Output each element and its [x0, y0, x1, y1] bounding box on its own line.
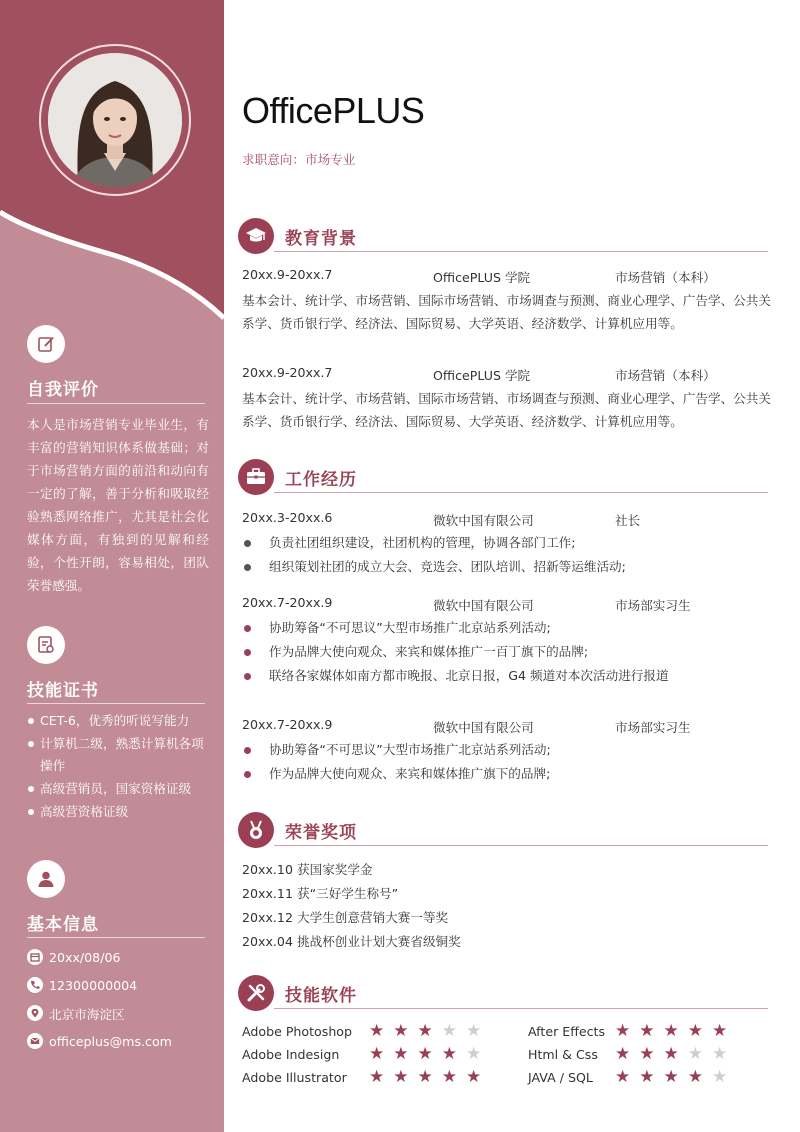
star-filled-icon: ★ [639, 1021, 655, 1041]
skill-row [528, 1020, 605, 1042]
user-icon [27, 860, 65, 898]
list-item [242, 882, 461, 906]
medal-icon [238, 812, 274, 848]
star-empty-icon: ★ [712, 1067, 728, 1087]
main-content [224, 0, 800, 1132]
list-item: 组织策划社团的成立大会、竞选会、团队培训、招新等运维活动; [242, 555, 772, 579]
rating-stars [369, 1020, 481, 1042]
role: 市场部实习生 [615, 720, 691, 735]
list-item: 协助筹备“不可思议”大型市场推广北京站系列活动; [242, 738, 772, 762]
skill-name: After Effects [528, 1023, 606, 1039]
calendar-icon [27, 949, 43, 965]
star-filled-icon: ★ [615, 1044, 631, 1064]
star-filled-icon: ★ [615, 1067, 631, 1087]
tools-icon [238, 975, 274, 1011]
basic-info-title: 基本信息 [27, 915, 99, 935]
star-filled-icon: ★ [663, 1044, 679, 1064]
major: 市场营销（本科） [615, 368, 716, 383]
divider [274, 251, 768, 252]
courses: 基本会计、统计学、市场营销、国际市场营销、市场调查与预测、商业心理学、广告学、公共关系学、货币银行学、经济法、国际贸易、大学英语、经济数学、计算机应用等。 [242, 391, 771, 429]
period: 20xx.7-20xx.9 [242, 717, 333, 732]
rating-stars [369, 1066, 481, 1088]
star-filled-icon: ★ [417, 1021, 433, 1041]
education-entry-header [242, 267, 772, 287]
avatar [48, 53, 182, 187]
star-filled-icon: ★ [441, 1044, 457, 1064]
divider [274, 1008, 768, 1009]
divider [274, 492, 768, 493]
email-text: officeplus@ms.com [49, 1033, 172, 1049]
rating-stars [615, 1043, 727, 1065]
star-filled-icon: ★ [639, 1044, 655, 1064]
star-filled-icon: ★ [393, 1067, 409, 1087]
list-item [242, 906, 461, 930]
basic-info-list [27, 943, 217, 1055]
birthday-text: 20xx/08/06 [49, 949, 121, 965]
address-text: 北京市海淀区 [49, 1006, 125, 1022]
list-item [242, 930, 461, 954]
star-empty-icon: ★ [466, 1021, 482, 1041]
awards-list [242, 858, 461, 954]
skill-name: Html & Css [528, 1046, 598, 1062]
star-filled-icon: ★ [687, 1067, 703, 1087]
role: 市场部实习生 [615, 598, 691, 613]
self-eval-text: 本人是市场营销专业毕业生，有丰富的营销知识体系做基础；对于市场营销方面的前沿和动向有一定的了解，善于分析和吸取经验熟悉网络推广，尤其是社会化媒体方面，有独到的见解和经验，个性开朗，容易相处，团队荣誉感强。 [27, 417, 209, 593]
star-filled-icon: ★ [417, 1044, 433, 1064]
rating-stars [615, 1020, 727, 1042]
certs-title: 技能证书 [27, 681, 99, 701]
divider [27, 703, 205, 704]
star-filled-icon: ★ [466, 1067, 482, 1087]
company: 微软中国有限公司 [433, 598, 534, 613]
award-year: 20xx.10 [242, 862, 293, 877]
award-year: 20xx.12 [242, 910, 293, 925]
location-icon [27, 1005, 43, 1021]
list-item: 联络各家媒体如南方都市晚报、北京日报，G4 频道对本次活动进行报道 [242, 664, 772, 688]
award-text: 大学生创意营销大赛一等奖 [297, 910, 449, 925]
star-filled-icon: ★ [369, 1067, 385, 1087]
phone-icon [27, 977, 43, 993]
courses: 基本会计、统计学、市场营销、国际市场营销、市场调查与预测、商业心理学、广告学、公共关系学、货币银行学、经济法、国际贸易、大学英语、经济数学、计算机应用等。 [242, 293, 771, 331]
role: 社长 [615, 513, 641, 528]
work-entry-header [242, 510, 772, 530]
list-item [242, 858, 461, 882]
edit-icon [27, 325, 65, 363]
star-empty-icon: ★ [466, 1044, 482, 1064]
graduation-cap-icon [238, 218, 274, 254]
education-header [238, 218, 768, 254]
work-header [238, 459, 768, 495]
certs-list [27, 710, 209, 824]
awards-header [238, 812, 768, 848]
list-item: 高级营资格证级 [27, 801, 209, 823]
skill-name: Adobe Photoshop [242, 1023, 353, 1039]
star-filled-icon: ★ [615, 1021, 631, 1041]
period: 20xx.9-20xx.7 [242, 365, 333, 380]
star-filled-icon: ★ [639, 1067, 655, 1087]
list-item: 计算机二级，熟悉计算机各项操作 [27, 733, 209, 777]
star-empty-icon: ★ [712, 1044, 728, 1064]
award-text: 获“三好学生称号” [297, 886, 399, 901]
job-intent: 求职意向：市场专业 [242, 152, 356, 167]
divider [27, 937, 205, 938]
rating-stars [615, 1066, 727, 1088]
school: OfficePLUS 学院 [433, 368, 531, 383]
self-eval-title: 自我评价 [27, 380, 99, 400]
mail-icon [27, 1033, 43, 1049]
education-title: 教育背景 [285, 229, 357, 249]
duty-list [242, 616, 772, 688]
work-entry-header [242, 717, 772, 737]
star-filled-icon: ★ [393, 1044, 409, 1064]
avatar-portrait [48, 53, 182, 187]
briefcase-icon [238, 459, 274, 495]
divider [27, 403, 205, 404]
award-text: 获国家奖学金 [297, 862, 373, 877]
skill-row [528, 1066, 593, 1088]
period: 20xx.7-20xx.9 [242, 595, 333, 610]
info-birthday [27, 943, 217, 971]
skill-name: Adobe Indesign [242, 1046, 340, 1062]
work-title: 工作经历 [285, 470, 357, 490]
sidebar [0, 0, 224, 1132]
skill-row [528, 1043, 598, 1065]
list-item: 负责社团组织建设，社团机构的管理，协调各部门工作; [242, 531, 772, 555]
school: OfficePLUS 学院 [433, 270, 531, 285]
phone-text: 12300000004 [49, 977, 138, 993]
list-item: 作为品牌大使向观众、来宾和媒体推广旗下的品牌; [242, 762, 772, 786]
star-empty-icon: ★ [687, 1044, 703, 1064]
info-email [27, 1027, 217, 1055]
awards-title: 荣誉奖项 [285, 823, 357, 843]
info-phone [27, 971, 217, 999]
star-filled-icon: ★ [393, 1021, 409, 1041]
rating-stars [369, 1043, 481, 1065]
duty-list [242, 738, 772, 786]
education-entry-header [242, 365, 772, 385]
star-empty-icon: ★ [441, 1021, 457, 1041]
star-filled-icon: ★ [417, 1067, 433, 1087]
star-filled-icon: ★ [712, 1021, 728, 1041]
star-filled-icon: ★ [663, 1067, 679, 1087]
software-header [238, 975, 768, 1011]
certificate-icon [27, 626, 65, 664]
page-title: OfficePLUS [242, 90, 425, 131]
divider [274, 845, 768, 846]
software-title: 技能软件 [285, 986, 357, 1006]
award-year: 20xx.11 [242, 886, 293, 901]
period: 20xx.3-20xx.6 [242, 510, 333, 525]
list-item: 作为品牌大使向观众、来宾和媒体推广一百丁旗下的品牌; [242, 640, 772, 664]
skill-row [242, 1020, 352, 1042]
list-item: 协助筹备“不可思议”大型市场推广北京站系列活动; [242, 616, 772, 640]
star-filled-icon: ★ [687, 1021, 703, 1041]
award-text: 挑战杯创业计划大赛省级铜奖 [297, 934, 461, 949]
period: 20xx.9-20xx.7 [242, 267, 333, 282]
skill-row [242, 1066, 347, 1088]
company: 微软中国有限公司 [433, 720, 534, 735]
skill-name: Adobe Illustrator [242, 1069, 347, 1085]
award-year: 20xx.04 [242, 934, 293, 949]
work-entry-header [242, 595, 772, 615]
company: 微软中国有限公司 [433, 513, 534, 528]
star-filled-icon: ★ [663, 1021, 679, 1041]
info-address [27, 999, 217, 1027]
star-filled-icon: ★ [369, 1044, 385, 1064]
star-filled-icon: ★ [369, 1021, 385, 1041]
skill-name: JAVA / SQL [528, 1069, 593, 1085]
duty-list [242, 531, 772, 579]
skill-row [242, 1043, 339, 1065]
list-item: 高级营销员，国家资格证级 [27, 778, 209, 800]
star-filled-icon: ★ [441, 1067, 457, 1087]
major: 市场营销（本科） [615, 270, 716, 285]
list-item: CET-6，优秀的听说写能力 [27, 710, 209, 732]
